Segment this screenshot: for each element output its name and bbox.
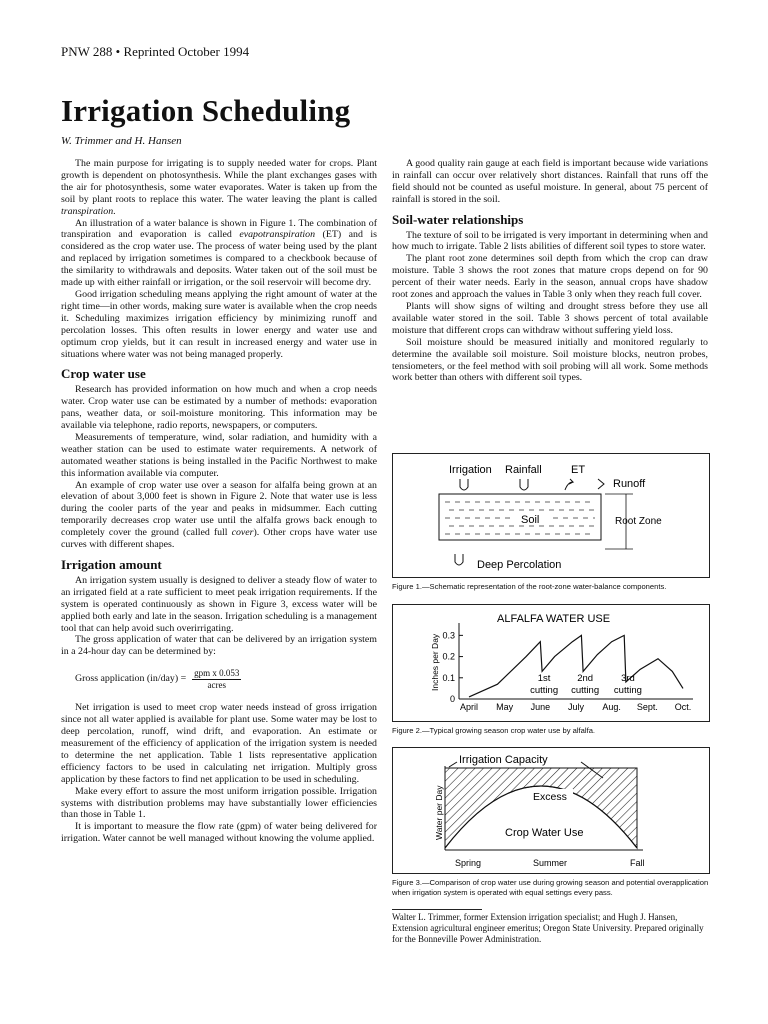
- label-deep-percolation: Deep Percolation: [477, 559, 562, 571]
- chart-x-tick-label: June: [530, 702, 551, 712]
- paragraph: Make every effort to assure the most uniform irrigation possible. Irrigation systems with distribution problems may have substantially lower efficiencies than those in Table 1.: [61, 785, 377, 821]
- figure-2-caption: Figure 2.—Typical growing season crop water use by alfalfa.: [392, 726, 596, 735]
- chart-annotation-word: cutting: [571, 684, 600, 696]
- formula-denominator: acres: [207, 680, 227, 691]
- label-soil: Soil: [521, 514, 540, 526]
- label-irrigation-capacity: Irrigation Capacity: [459, 754, 548, 766]
- figure-1-water-balance: [392, 453, 710, 578]
- label-spring: Spring: [455, 858, 482, 868]
- right-column: [392, 158, 708, 384]
- chart-x-tick-label: April: [459, 702, 479, 712]
- footnote-rule: [392, 909, 482, 910]
- section-heading-irrigation-amount: Irrigation amount: [61, 557, 162, 572]
- paragraph: An illustration of a water balance is shown in Figure 1. The combination of transpiration and evaporation is called evapotranspiration (ET) and is considered as the crop water use. The process of water being used by the plant and replaced by irrigation sometimes is compared to a checkbook because of the similarity to withdrawals and deposits. Water taken out of the soil must be made up with either rainfall or irrigation, or the soil reservoir will become dry.: [61, 217, 377, 289]
- label-excess: Excess: [533, 791, 567, 803]
- chart-y-tick-label: 0.3: [442, 630, 455, 641]
- capacity-pointer: [449, 762, 457, 767]
- formula-numerator: gpm x 0.053: [194, 668, 240, 679]
- chart-x-tick-label: Sept.: [636, 702, 658, 712]
- chart-annotation-number: 2nd: [577, 672, 594, 684]
- paragraph: A good quality rain gauge at each field is important because wide variations in rainfall can occur over relatively short distances. Rainfall that runs off the field should not be counted as useful moisture. In general, about 75 percent of rainfall is stored in the soil.: [392, 158, 708, 205]
- chart-annotation-word: cutting: [530, 684, 559, 696]
- paragraph: Net irrigation is used to meet crop water needs instead of gross irrigation since not all water applied is available for plant use. Some water may be lost to deep percolation, runoff, wind drift, and evaporation. An estimate or measurement of the efficiency of application of the irrigation system is needed to determine the net application. Table 1 lists representative application efficiency factors to be used in calculating net irrigation. Multiply gross application by these factors to find net application to be used in scheduling.: [61, 702, 377, 785]
- runoff-arrow-icon: [598, 479, 604, 489]
- chart-ylabel: Inches per Day: [430, 633, 440, 691]
- figure-1-caption: Figure 1.—Schematic representation of the root-zone water-balance components.: [392, 582, 667, 591]
- authors: W. Trimmer and H. Hansen: [61, 135, 182, 147]
- paragraph: It is important to measure the flow rate (gpm) of water being delivered for irrigation. Water cannot be well managed without knowing the volume applied.: [61, 821, 377, 845]
- et-arrow-icon: [565, 479, 573, 490]
- left-column: [61, 158, 377, 845]
- label-crop-water-use: Crop Water Use: [505, 827, 584, 839]
- chart-title: ALFALFA WATER USE: [497, 613, 611, 625]
- paragraph: Good irrigation scheduling means applying the right amount of water at the right time—in other words, making sure water is available when the crop needs it. Scheduling maximizes irrigation efficiency by minimizing runoff and percolation losses. This often results in lower energy and water use and optimum crop yields, but it can result in increased energy and water use in situations where water was not being managed properly.: [61, 288, 377, 360]
- paragraph: Measurements of temperature, wind, solar radiation, and humidity with a weather station can be used to estimate water requirements. A network of automated weather stations is being installed in the Pacific Northwest to make this information available via computer.: [61, 431, 377, 479]
- footnote: Walter L. Trimmer, former Extension irrigation specialist; and Hugh J. Hansen, Extension agricultural engineer emeritus; Oregon State University. Prepared originally for the Bonneville Power Administration.: [392, 912, 704, 944]
- chart-y-tick-label: 0.1: [442, 672, 455, 683]
- chart-annotation-number: 3rd: [621, 672, 635, 684]
- label-summer: Summer: [533, 858, 568, 868]
- figure-3-caption: Figure 3.—Comparison of crop water use during growing season and potential overapplication when irrigation system is operated with equal settings every pass.: [392, 878, 709, 897]
- section-heading-crop-water-use: Crop water use: [61, 366, 146, 382]
- paragraph: An example of crop water use over a season for alfalfa being grown at an elevation of about 3,000 feet is shown in Figure 2. Note that water use is less during the cooler parts of the year and peaks in midsummer. Each cutting temporarily decreases crop water use until the alfalfa grows back enough to completely cover the ground (called full cover). Other crops have water use curves with different shapes.: [61, 479, 378, 551]
- label-fall: Fall: [630, 858, 645, 868]
- label-water-per-day: Water per Day: [434, 785, 444, 840]
- series-line: PNW 288 • Reprinted October 1994: [61, 44, 250, 59]
- label-root-zone: Root Zone: [615, 516, 662, 527]
- formula-label: Gross application (in/day) =: [75, 673, 187, 685]
- rainfall-arrow-icon: [520, 479, 528, 490]
- irrigation-arrow-icon: [460, 479, 468, 490]
- paragraph: Soil moisture should be measured initially and monitored regularly to determine the available soil moisture. Soil moisture blocks, neutron probes, tensiometers, or the feel method with soil probing will all work. Some methods work better than others with different soil types.: [392, 336, 708, 384]
- section-heading-soil-water: Soil-water relationships: [392, 211, 524, 227]
- chart-x-tick-label: Aug.: [602, 702, 621, 712]
- label-runoff: Runoff: [613, 478, 646, 490]
- chart-annotation-word: cutting: [613, 684, 642, 696]
- paragraph: The gross application of water that can be delivered by an irrigation system in a 24-hour day can be determined by:: [61, 634, 377, 658]
- label-irrigation: Irrigation: [449, 464, 492, 476]
- figure-2-alfalfa-chart: [392, 604, 710, 722]
- paragraph: The texture of soil to be irrigated is very important in determining when and how much to irrigate. Table 2 lists abilities of different soil types to store water.: [392, 229, 708, 253]
- chart-x-tick-label: May: [496, 702, 514, 712]
- chart-x-tick-label: Oct.: [674, 702, 692, 712]
- gross-application-formula: [75, 668, 377, 690]
- paragraph: Plants will show signs of wilting and drought stress before they use all available water stored in the soil. Table 3 shows percent of total available moisture that different crops can withdraw without suffering yield loss.: [392, 300, 708, 336]
- chart-y-tick-label: 0: [449, 694, 455, 704]
- paragraph: The plant root zone determines soil depth from which the crop can draw moisture. Table 3 shows the root zones that mature crops depend on for 90 percent of their water needs. Early in the season, annual crops have shadow root zones and approach the values in Table 3 only when they reach full cover.: [392, 253, 708, 301]
- formula-fraction: [192, 668, 241, 690]
- page-title: Irrigation Scheduling: [61, 93, 351, 128]
- chart-annotation-number: 1st: [537, 672, 551, 684]
- figure-3-capacity: [392, 747, 710, 874]
- paragraph: Research has provided information on how much and when a crop needs water. Crop water use can be estimated by a number of methods: evaporation pans, weather data, or soil-moisture monitoring. This information may be available via telephone, radio reports, newspapers, or computers.: [61, 384, 377, 432]
- chart-y-tick-label: 0.2: [442, 651, 455, 662]
- label-rainfall: Rainfall: [505, 464, 542, 476]
- label-et: ET: [571, 464, 586, 476]
- paragraph: The main purpose for irrigating is to supply needed water for crops. Plant growth is dependent on photosynthesis. While the plant exchanges gases with the air for photosynthesis, some water evaporates. Water is taken up from the soil by plant roots to replace this water. The water leaving the plant is called transpiration.: [61, 158, 377, 217]
- percolation-arrow-icon: [455, 554, 463, 565]
- chart-x-tick-label: July: [567, 702, 585, 712]
- paragraph: An irrigation system usually is designed to deliver a steady flow of water to an irrigated field at a rate sufficient to meet peak irrigation requirements. If the system is operated continuously as shown in Figure 3, excess water will be applied both early and late in the season. Irrigation scheduling is a management tool that can help avoid such overirrigating.: [61, 574, 377, 634]
